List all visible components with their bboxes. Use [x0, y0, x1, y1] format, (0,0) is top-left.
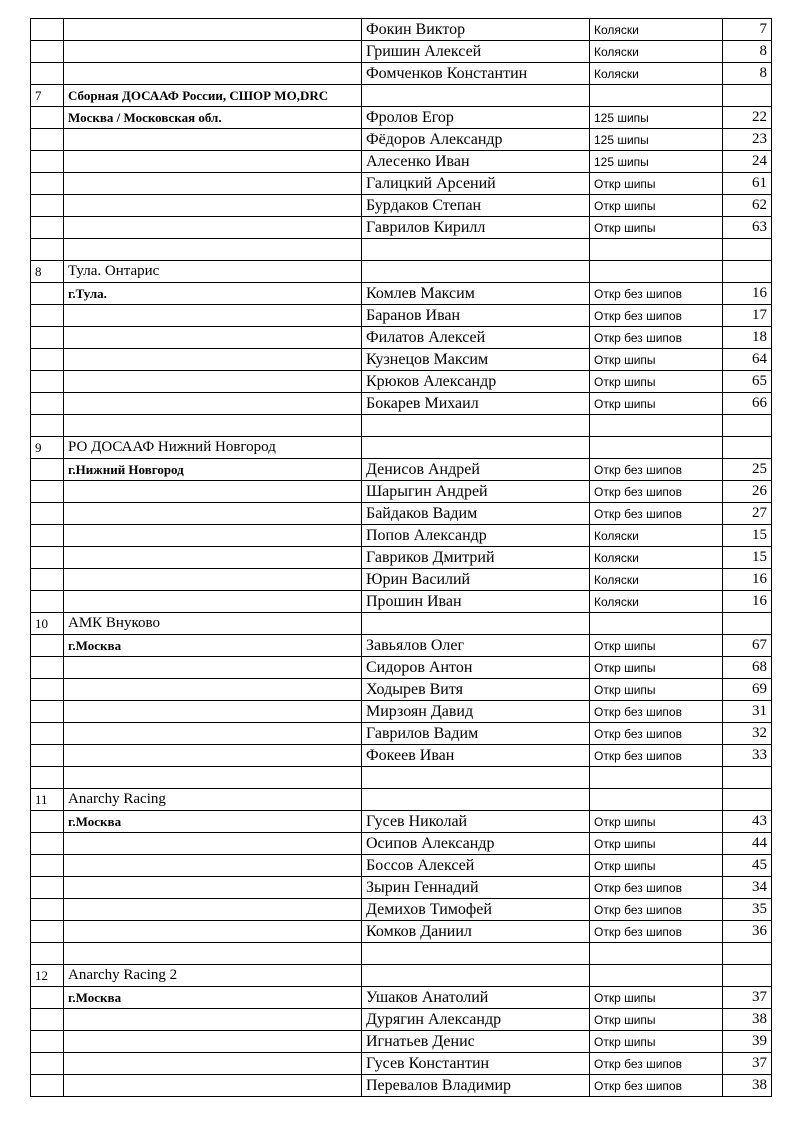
- team-number-cell: [31, 723, 64, 745]
- team-number: 7: [31, 85, 64, 107]
- team-name: Anarchy Racing: [64, 789, 362, 811]
- racing-number: 27: [723, 503, 772, 525]
- pilot-name: Гусев Николай: [362, 811, 590, 833]
- racing-number: 16: [723, 591, 772, 613]
- team-cell: [64, 569, 362, 591]
- empty-cell: [590, 239, 723, 261]
- racing-number: 22: [723, 107, 772, 129]
- pilot-name: Гавриков Дмитрий: [362, 547, 590, 569]
- team-city: г.Тула.: [64, 283, 362, 305]
- pilot-name: Фомченков Константин: [362, 63, 590, 85]
- team-number: 12: [31, 965, 64, 987]
- racing-number: 38: [723, 1009, 772, 1031]
- empty-cell: [362, 613, 590, 635]
- empty-cell: [31, 943, 64, 965]
- empty-cell: [31, 767, 64, 789]
- empty-cell: [590, 789, 723, 811]
- pilot-name: Баранов Иван: [362, 305, 590, 327]
- pilot-name: Фокеев Иван: [362, 745, 590, 767]
- team-number-cell: [31, 459, 64, 481]
- team-number-cell: [31, 41, 64, 63]
- table-row: [31, 217, 772, 239]
- team-cell: [64, 591, 362, 613]
- race-class: Откр без шипов: [590, 745, 723, 767]
- team-number-cell: [31, 569, 64, 591]
- empty-cell: [362, 437, 590, 459]
- racing-number: 45: [723, 855, 772, 877]
- race-class: Откр шипы: [590, 657, 723, 679]
- team-cell: [64, 745, 362, 767]
- team-cell: [64, 393, 362, 415]
- racing-number: 66: [723, 393, 772, 415]
- pilot-name: Комков Даниил: [362, 921, 590, 943]
- team-number-cell: [31, 921, 64, 943]
- pilot-name: Комлев Максим: [362, 283, 590, 305]
- pilot-name: Дурягин Александр: [362, 1009, 590, 1031]
- team-number-cell: [31, 1009, 64, 1031]
- team-cell: [64, 1009, 362, 1031]
- racing-number: 8: [723, 41, 772, 63]
- race-class: Коляски: [590, 19, 723, 41]
- table-row: [31, 569, 772, 591]
- team-number-cell: [31, 525, 64, 547]
- table-row: [31, 657, 772, 679]
- team-number-cell: [31, 129, 64, 151]
- team-number-cell: [31, 811, 64, 833]
- table-row: [31, 1075, 772, 1097]
- pilot-name: Мирзоян Давид: [362, 701, 590, 723]
- pilot-name: Сидоров Антон: [362, 657, 590, 679]
- race-class: Откр без шипов: [590, 921, 723, 943]
- race-class: Коляски: [590, 569, 723, 591]
- race-class: Коляски: [590, 41, 723, 63]
- team-number: 8: [31, 261, 64, 283]
- racing-number: 16: [723, 283, 772, 305]
- empty-cell: [362, 943, 590, 965]
- table-row: [31, 19, 772, 41]
- race-class: Откр без шипов: [590, 1075, 723, 1097]
- team-city-row: [31, 459, 772, 481]
- race-class: Коляски: [590, 525, 723, 547]
- race-class: 125 шипы: [590, 107, 723, 129]
- race-class: Откр без шипов: [590, 305, 723, 327]
- table-row: [31, 855, 772, 877]
- table-row: [31, 371, 772, 393]
- race-class: Откр шипы: [590, 679, 723, 701]
- table-row: [31, 591, 772, 613]
- team-number-cell: [31, 63, 64, 85]
- team-cell: [64, 327, 362, 349]
- team-name: РО ДОСААФ Нижний Новгород: [64, 437, 362, 459]
- empty-cell: [31, 239, 64, 261]
- racing-number: 25: [723, 459, 772, 481]
- spacer-row: [31, 415, 772, 437]
- racing-number: 7: [723, 19, 772, 41]
- pilot-name: Денисов Андрей: [362, 459, 590, 481]
- team-number-cell: [31, 349, 64, 371]
- team-number-cell: [31, 547, 64, 569]
- table-row: [31, 129, 772, 151]
- team-number-cell: [31, 591, 64, 613]
- empty-cell: [590, 415, 723, 437]
- racing-number: 37: [723, 1053, 772, 1075]
- team-cell: [64, 173, 362, 195]
- empty-cell: [31, 415, 64, 437]
- table-row: [31, 173, 772, 195]
- table-row: [31, 547, 772, 569]
- team-number: 10: [31, 613, 64, 635]
- team-cell: [64, 129, 362, 151]
- racing-number: 33: [723, 745, 772, 767]
- team-cell: [64, 19, 362, 41]
- team-cell: [64, 547, 362, 569]
- race-class: Откр шипы: [590, 811, 723, 833]
- pilot-name: Байдаков Вадим: [362, 503, 590, 525]
- team-number-cell: [31, 1053, 64, 1075]
- team-number-cell: [31, 195, 64, 217]
- team-number-cell: [31, 283, 64, 305]
- team-number-cell: [31, 217, 64, 239]
- table-row: [31, 393, 772, 415]
- table-row: [31, 503, 772, 525]
- pilot-name: Юрин Василий: [362, 569, 590, 591]
- team-number-cell: [31, 305, 64, 327]
- racing-number: 8: [723, 63, 772, 85]
- team-number: 11: [31, 789, 64, 811]
- race-class: Откр шипы: [590, 855, 723, 877]
- pilot-name: Фролов Егор: [362, 107, 590, 129]
- racing-number: 16: [723, 569, 772, 591]
- empty-cell: [362, 261, 590, 283]
- team-cell: [64, 217, 362, 239]
- team-header-row: [31, 261, 772, 283]
- racing-number: 43: [723, 811, 772, 833]
- race-class: Коляски: [590, 63, 723, 85]
- team-cell: [64, 877, 362, 899]
- race-class: Откр без шипов: [590, 723, 723, 745]
- team-number-cell: [31, 503, 64, 525]
- pilot-name: Кузнецов Максим: [362, 349, 590, 371]
- table-row: [31, 1053, 772, 1075]
- empty-cell: [362, 789, 590, 811]
- racing-number: 39: [723, 1031, 772, 1053]
- team-header-row: [31, 613, 772, 635]
- team-cell: [64, 525, 362, 547]
- racing-number: 32: [723, 723, 772, 745]
- empty-cell: [723, 613, 772, 635]
- team-cell: [64, 151, 362, 173]
- table-row: [31, 701, 772, 723]
- table-row: [31, 723, 772, 745]
- team-number-cell: [31, 1031, 64, 1053]
- race-class: Откр без шипов: [590, 327, 723, 349]
- spacer-row: [31, 239, 772, 261]
- pilot-name: Крюков Александр: [362, 371, 590, 393]
- racing-number: 18: [723, 327, 772, 349]
- empty-cell: [723, 943, 772, 965]
- team-cell: [64, 723, 362, 745]
- team-number-cell: [31, 899, 64, 921]
- table-row: [31, 899, 772, 921]
- spacer-row: [31, 943, 772, 965]
- empty-cell: [362, 965, 590, 987]
- empty-cell: [723, 789, 772, 811]
- team-cell: [64, 503, 362, 525]
- race-class: Откр без шипов: [590, 283, 723, 305]
- table-row: [31, 481, 772, 503]
- team-cell: [64, 1075, 362, 1097]
- team-city: Москва / Московская обл.: [64, 107, 362, 129]
- table-row: [31, 745, 772, 767]
- team-cell: [64, 1031, 362, 1053]
- pilot-name: Фокин Виктор: [362, 19, 590, 41]
- racing-number: 35: [723, 899, 772, 921]
- race-class: Откр шипы: [590, 195, 723, 217]
- team-city-row: [31, 283, 772, 305]
- team-cell: [64, 481, 362, 503]
- team-number-cell: [31, 327, 64, 349]
- race-class: Откр шипы: [590, 635, 723, 657]
- empty-cell: [590, 613, 723, 635]
- empty-cell: [590, 437, 723, 459]
- racing-number: 61: [723, 173, 772, 195]
- race-class: Откр шипы: [590, 833, 723, 855]
- racing-number: 68: [723, 657, 772, 679]
- team-header-row: [31, 85, 772, 107]
- table-row: [31, 525, 772, 547]
- table-row: [31, 349, 772, 371]
- empty-cell: [723, 437, 772, 459]
- pilot-name: Шарыгин Андрей: [362, 481, 590, 503]
- racing-number: 67: [723, 635, 772, 657]
- empty-cell: [590, 965, 723, 987]
- race-class: Откр шипы: [590, 217, 723, 239]
- race-class: Откр шипы: [590, 393, 723, 415]
- roster-sheet: [30, 18, 771, 1097]
- race-class: Откр шипы: [590, 1009, 723, 1031]
- empty-cell: [723, 415, 772, 437]
- pilot-name: Осипов Александр: [362, 833, 590, 855]
- race-class: Откр шипы: [590, 1031, 723, 1053]
- racing-number: 15: [723, 547, 772, 569]
- pilot-name: Попов Александр: [362, 525, 590, 547]
- team-number-cell: [31, 481, 64, 503]
- pilot-name: Перевалов Владимир: [362, 1075, 590, 1097]
- roster-body: [31, 19, 772, 1097]
- race-class: Откр без шипов: [590, 877, 723, 899]
- team-cell: [64, 833, 362, 855]
- pilot-name: Завьялов Олег: [362, 635, 590, 657]
- table-row: [31, 41, 772, 63]
- team-number-cell: [31, 371, 64, 393]
- empty-cell: [723, 239, 772, 261]
- racing-number: 38: [723, 1075, 772, 1097]
- team-city: г.Москва: [64, 811, 362, 833]
- table-row: [31, 921, 772, 943]
- team-cell: [64, 195, 362, 217]
- team-number-cell: [31, 107, 64, 129]
- race-class: Откр без шипов: [590, 899, 723, 921]
- race-class: Откр шипы: [590, 987, 723, 1009]
- racing-number: 23: [723, 129, 772, 151]
- team-city-row: [31, 635, 772, 657]
- team-cell: [64, 679, 362, 701]
- racing-number: 69: [723, 679, 772, 701]
- table-row: [31, 63, 772, 85]
- team-cell: [64, 657, 362, 679]
- racing-number: 62: [723, 195, 772, 217]
- team-cell: [64, 63, 362, 85]
- racing-number: [723, 85, 772, 107]
- team-name: Тула. Онтарис: [64, 261, 362, 283]
- table-row: [31, 1031, 772, 1053]
- table-row: [31, 195, 772, 217]
- race-class: Откр без шипов: [590, 459, 723, 481]
- table-row: [31, 1009, 772, 1031]
- team-roster-table: [30, 18, 772, 1097]
- team-number-cell: [31, 987, 64, 1009]
- pilot-name: Зырин Геннадий: [362, 877, 590, 899]
- pilot-name: Фёдоров Александр: [362, 129, 590, 151]
- pilot-name: Прошин Иван: [362, 591, 590, 613]
- team-number-cell: [31, 745, 64, 767]
- racing-number: 37: [723, 987, 772, 1009]
- team-cell: [64, 899, 362, 921]
- racing-number: 26: [723, 481, 772, 503]
- empty-cell: [590, 767, 723, 789]
- team-number-cell: [31, 173, 64, 195]
- pilot-name: Ушаков Анатолий: [362, 987, 590, 1009]
- racing-number: 24: [723, 151, 772, 173]
- team-city: г.Москва: [64, 987, 362, 1009]
- race-class: Откр шипы: [590, 349, 723, 371]
- team-number-cell: [31, 635, 64, 657]
- empty-cell: [64, 415, 362, 437]
- racing-number: 63: [723, 217, 772, 239]
- empty-cell: [362, 767, 590, 789]
- pilot-name: Филатов Алексей: [362, 327, 590, 349]
- team-name: АМК Внуково: [64, 613, 362, 635]
- race-class: 125 шипы: [590, 129, 723, 151]
- table-row: [31, 305, 772, 327]
- team-header-row: [31, 965, 772, 987]
- pilot-name: Гаврилов Кирилл: [362, 217, 590, 239]
- racing-number: 17: [723, 305, 772, 327]
- empty-cell: [590, 943, 723, 965]
- race-class: Откр без шипов: [590, 701, 723, 723]
- team-cell: [64, 921, 362, 943]
- racing-number: 31: [723, 701, 772, 723]
- race-class: Коляски: [590, 547, 723, 569]
- team-number-cell: [31, 151, 64, 173]
- team-number-cell: [31, 1075, 64, 1097]
- team-header-row: [31, 437, 772, 459]
- pilot-name: Гаврилов Вадим: [362, 723, 590, 745]
- team-city-row: [31, 107, 772, 129]
- team-cell: [64, 371, 362, 393]
- team-cell: [64, 855, 362, 877]
- empty-cell: [64, 239, 362, 261]
- pilot-name: Ходырев Витя: [362, 679, 590, 701]
- table-row: [31, 679, 772, 701]
- race-class: Коляски: [590, 591, 723, 613]
- empty-cell: [723, 767, 772, 789]
- empty-cell: [590, 261, 723, 283]
- pilot-name: Гришин Алексей: [362, 41, 590, 63]
- team-cell: [64, 41, 362, 63]
- racing-number: 34: [723, 877, 772, 899]
- team-header-row: [31, 789, 772, 811]
- team-cell: [64, 349, 362, 371]
- pilot-name: Бурдаков Степан: [362, 195, 590, 217]
- racing-number: 65: [723, 371, 772, 393]
- team-city: г.Москва: [64, 635, 362, 657]
- empty-cell: [723, 261, 772, 283]
- race-class: Откр шипы: [590, 173, 723, 195]
- team-number-cell: [31, 657, 64, 679]
- team-cell: [64, 701, 362, 723]
- team-number-cell: [31, 393, 64, 415]
- pilot-name: Алесенко Иван: [362, 151, 590, 173]
- team-cell: [64, 1053, 362, 1075]
- race-class: Откр без шипов: [590, 1053, 723, 1075]
- race-class: [590, 85, 723, 107]
- pilot-name: Бокарев Михаил: [362, 393, 590, 415]
- empty-cell: [362, 415, 590, 437]
- table-row: [31, 833, 772, 855]
- table-row: [31, 327, 772, 349]
- team-city-row: [31, 987, 772, 1009]
- team-cell: [64, 305, 362, 327]
- racing-number: 15: [723, 525, 772, 547]
- pilot-name: Игнатьев Денис: [362, 1031, 590, 1053]
- race-class: Откр шипы: [590, 371, 723, 393]
- pilot-name: Галицкий Арсений: [362, 173, 590, 195]
- team-number-cell: [31, 679, 64, 701]
- team-number-cell: [31, 19, 64, 41]
- team-name: Anarchy Racing 2: [64, 965, 362, 987]
- team-number-cell: [31, 833, 64, 855]
- table-row: [31, 151, 772, 173]
- spacer-row: [31, 767, 772, 789]
- team-number-cell: [31, 701, 64, 723]
- table-row: [31, 877, 772, 899]
- team-city: г.Нижний Новгород: [64, 459, 362, 481]
- pilot-name: [362, 85, 590, 107]
- team-name: Сборная ДОСААФ России, СШОР МО,DRC: [64, 85, 362, 107]
- empty-cell: [64, 943, 362, 965]
- pilot-name: Боссов Алексей: [362, 855, 590, 877]
- team-city-row: [31, 811, 772, 833]
- pilot-name: Демихов Тимофей: [362, 899, 590, 921]
- racing-number: 36: [723, 921, 772, 943]
- empty-cell: [64, 767, 362, 789]
- pilot-name: Гусев Константин: [362, 1053, 590, 1075]
- race-class: Откр без шипов: [590, 481, 723, 503]
- race-class: Откр без шипов: [590, 503, 723, 525]
- empty-cell: [362, 239, 590, 261]
- team-number: 9: [31, 437, 64, 459]
- racing-number: 64: [723, 349, 772, 371]
- race-class: 125 шипы: [590, 151, 723, 173]
- team-number-cell: [31, 877, 64, 899]
- team-number-cell: [31, 855, 64, 877]
- racing-number: 44: [723, 833, 772, 855]
- empty-cell: [723, 965, 772, 987]
